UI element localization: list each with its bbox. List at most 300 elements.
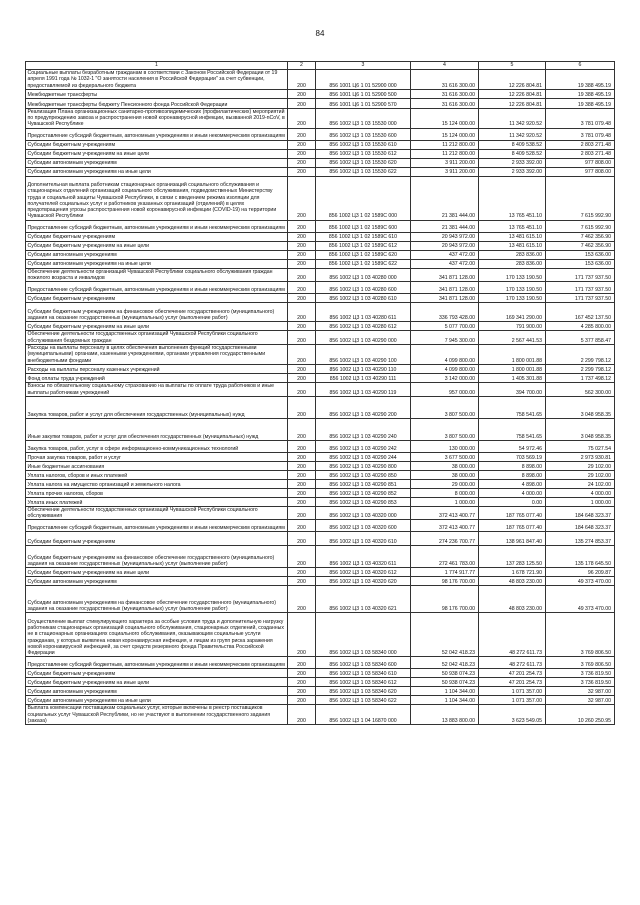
- row-name: Уплата налогов, сборов и иных платежей: [26, 470, 288, 479]
- row-code: 200: [288, 140, 316, 149]
- row-approved: 341 871 128.00: [411, 268, 479, 282]
- table-row: [26, 470, 615, 479]
- row-kbk: 856 1002 Ц3 1 02 1589C 000: [316, 176, 411, 220]
- row-code: 200: [288, 613, 316, 657]
- row-executed: 8 898.00: [479, 461, 546, 470]
- row-name: Предоставление субсидий бюджетным, автономным учреждениям и иным некоммерческим организациям: [26, 520, 288, 532]
- row-remainder: 49 373 470.00: [546, 586, 615, 613]
- row-name: Расходы на выплаты персоналу в целях обеспечения выполнения функций государственными (муниципальными) органами, казенными учреждениями, органами управления государственными внебюджетными фондами: [26, 344, 288, 364]
- row-executed: 13 765 451.10: [479, 176, 546, 220]
- row-approved: 31 616 300.00: [411, 98, 479, 108]
- row-executed: 2 567 441.53: [479, 331, 546, 345]
- row-code: 200: [288, 149, 316, 158]
- row-remainder: 167 452 137.50: [546, 303, 615, 322]
- row-approved: 50 938 074.23: [411, 678, 479, 687]
- row-name: Уплата налога на имущество организаций и земельного налога: [26, 479, 288, 488]
- row-kbk: 856 1002 Ц3 1 03 40280 600: [316, 282, 411, 294]
- page-number: 84: [315, 29, 325, 38]
- row-name: Субсидии бюджетным учреждениям на иные цели: [26, 322, 288, 331]
- row-kbk: 856 1002 Ц3 1 03 40290 111: [316, 373, 411, 382]
- budget-table: [25, 61, 615, 725]
- row-code: 200: [288, 705, 316, 725]
- row-name: Дополнительная выплата работникам стационарных организаций социального обслуживания и стационарных отделений организаций социального обслуживания, подведомственных Министерству труда и социальной защиты Чувашской Республики, в связи с введением режима изоляции для получателей социальных услуг и работников указанных организаций (отделений) в целях предотвращения угрозы распространения новой коронавирусной инфекции (COVID-19) на территории Чувашской Республики: [26, 176, 288, 220]
- row-name: Субсидии бюджетным учреждениям на иные цели: [26, 149, 288, 158]
- row-name: Субсидии бюджетным учреждениям: [26, 532, 288, 546]
- table-row: [26, 373, 615, 382]
- row-executed: 3 623 549.05: [479, 705, 546, 725]
- row-executed: 1 678 721.90: [479, 568, 546, 577]
- row-kbk: 856 1002 Ц3 1 03 15530 622: [316, 167, 411, 176]
- row-code: 200: [288, 241, 316, 250]
- table-row: [26, 696, 615, 705]
- row-remainder: 19 388 495.19: [546, 70, 615, 90]
- row-name: Расходы на выплаты персоналу казенных учреждений: [26, 364, 288, 373]
- row-remainder: 3 769 806.50: [546, 613, 615, 657]
- row-code: 200: [288, 696, 316, 705]
- row-approved: 130 000.00: [411, 440, 479, 452]
- row-approved: 13 883 800.00: [411, 705, 479, 725]
- table-row: [26, 613, 615, 657]
- row-kbk: 856 1002 Ц3 1 03 40290 853: [316, 497, 411, 506]
- row-name: Субсидии бюджетным учреждениям на иные цели: [26, 568, 288, 577]
- table-row: [26, 568, 615, 577]
- row-kbk: 856 1002 Ц3 1 03 58340 000: [316, 613, 411, 657]
- row-remainder: 171 737 937.50: [546, 268, 615, 282]
- row-executed: 47 201 254.73: [479, 678, 546, 687]
- row-name: Иные закупки товаров, работ и услуг для обеспечения государственных (муниципальных) нужд: [26, 418, 288, 440]
- row-approved: 1 104 344.00: [411, 687, 479, 696]
- row-remainder: 153 636.00: [546, 259, 615, 268]
- row-executed: 170 133 190.50: [479, 268, 546, 282]
- row-approved: 3 911 200.00: [411, 158, 479, 167]
- row-remainder: 4 285 800.00: [546, 322, 615, 331]
- row-code: 200: [288, 546, 316, 568]
- row-remainder: 3 048 958.35: [546, 418, 615, 440]
- table-row: [26, 149, 615, 158]
- row-code: 200: [288, 461, 316, 470]
- row-code: 200: [288, 108, 316, 128]
- row-kbk: 856 1002 Ц3 1 03 40290 240: [316, 418, 411, 440]
- row-code: 200: [288, 669, 316, 678]
- row-name: Субсидии бюджетным учреждениям: [26, 140, 288, 149]
- row-kbk: 856 1002 Ц3 1 03 40290 242: [316, 440, 411, 452]
- table-row: [26, 89, 615, 98]
- row-kbk: 856 1002 Ц3 1 03 40280 612: [316, 322, 411, 331]
- row-code: 200: [288, 167, 316, 176]
- row-remainder: 7 462 356.90: [546, 241, 615, 250]
- row-executed: 170 133 190.50: [479, 282, 546, 294]
- table-row: [26, 520, 615, 532]
- row-code: 200: [288, 452, 316, 461]
- row-code: 200: [288, 382, 316, 396]
- table-row: [26, 282, 615, 294]
- row-executed: 12 226 804.81: [479, 98, 546, 108]
- row-name: Субсидии бюджетным учреждениям на иные цели: [26, 241, 288, 250]
- row-executed: 1 405 301.88: [479, 373, 546, 382]
- row-remainder: 19 388 495.19: [546, 98, 615, 108]
- row-remainder: 4 000.00: [546, 488, 615, 497]
- row-executed: 12 226 804.81: [479, 89, 546, 98]
- table-row: [26, 259, 615, 268]
- row-kbk: 856 1002 Ц3 1 03 40290 850: [316, 470, 411, 479]
- row-remainder: 2 803 271.48: [546, 140, 615, 149]
- table-row: [26, 396, 615, 418]
- row-kbk: 856 1002 Ц3 1 03 40320 611: [316, 546, 411, 568]
- header-cell: 3: [316, 62, 411, 70]
- row-remainder: 29 102.00: [546, 470, 615, 479]
- row-kbk: 856 1002 Ц3 1 03 40290 200: [316, 396, 411, 418]
- row-name: Субсидии автономным учреждениям: [26, 687, 288, 696]
- row-name: Межбюджетные трансферты бюджету Пенсионного фонда Российской Федерации: [26, 98, 288, 108]
- table-row: [26, 586, 615, 613]
- row-name: Субсидии бюджетным учреждениям: [26, 294, 288, 303]
- row-name: Фонд оплаты труда учреждений: [26, 373, 288, 382]
- row-approved: 3 911 200.00: [411, 167, 479, 176]
- row-approved: 31 616 300.00: [411, 89, 479, 98]
- row-remainder: 10 260 250.95: [546, 705, 615, 725]
- row-name: Межбюджетные трансферты: [26, 89, 288, 98]
- table-row: [26, 331, 615, 345]
- row-code: 200: [288, 331, 316, 345]
- table-row: [26, 461, 615, 470]
- row-executed: 138 961 847.40: [479, 532, 546, 546]
- row-kbk: 856 1002 Ц3 1 03 40320 620: [316, 577, 411, 586]
- row-name: Взносы по обязательному социальному страхованию на выплаты по оплате труда работников и иные выплаты работникам учреждений: [26, 382, 288, 396]
- row-name: Выплата компенсации поставщикам социальных услуг, которые включены в реестр поставщиков социальных услуг Чувашской Республики, но не участвуют в выполнении государственного задания (заказа): [26, 705, 288, 725]
- table-row: [26, 268, 615, 282]
- row-remainder: 5 377 858.47: [546, 331, 615, 345]
- row-name: Уплата прочих налогов, сборов: [26, 488, 288, 497]
- row-name: Предоставление субсидий бюджетным, автономным учреждениям и иным некоммерческим организациям: [26, 220, 288, 232]
- row-remainder: 3 781 079.48: [546, 128, 615, 140]
- table-row: [26, 440, 615, 452]
- table-row: [26, 322, 615, 331]
- row-code: 200: [288, 128, 316, 140]
- row-approved: 1 774 917.77: [411, 568, 479, 577]
- row-name: Субсидии автономным учреждениям: [26, 158, 288, 167]
- row-executed: 48 803 230.00: [479, 577, 546, 586]
- row-remainder: 562 300.00: [546, 382, 615, 396]
- row-kbk: 856 1001 Ц6 1 01 52900 570: [316, 98, 411, 108]
- row-approved: 52 042 418.23: [411, 613, 479, 657]
- row-approved: 341 871 128.00: [411, 282, 479, 294]
- row-executed: 47 201 254.73: [479, 669, 546, 678]
- row-remainder: 977 808.00: [546, 158, 615, 167]
- row-kbk: 856 1002 Ц3 1 02 1589C 610: [316, 232, 411, 241]
- row-remainder: 2 299 798.12: [546, 364, 615, 373]
- row-approved: 52 042 418.23: [411, 657, 479, 669]
- row-name: Субсидии автономным учреждениям: [26, 577, 288, 586]
- table-row: [26, 506, 615, 520]
- row-code: 200: [288, 176, 316, 220]
- table-row: [26, 232, 615, 241]
- table-row: [26, 98, 615, 108]
- row-code: 200: [288, 344, 316, 364]
- row-kbk: 856 1002 Ц3 1 03 15530 600: [316, 128, 411, 140]
- row-approved: 29 000.00: [411, 479, 479, 488]
- row-code: 200: [288, 470, 316, 479]
- row-code: 200: [288, 657, 316, 669]
- row-executed: 1 071 357.00: [479, 687, 546, 696]
- row-code: 200: [288, 322, 316, 331]
- row-code: 200: [288, 568, 316, 577]
- row-remainder: 1 737 498.12: [546, 373, 615, 382]
- row-remainder: 153 636.00: [546, 250, 615, 259]
- row-code: 200: [288, 98, 316, 108]
- row-executed: 187 765 077.40: [479, 506, 546, 520]
- row-remainder: 135 178 645.50: [546, 546, 615, 568]
- row-kbk: 856 1002 Ц3 1 02 1589C 612: [316, 241, 411, 250]
- row-name: Обеспечение деятельности государственных организаций Чувашской Республики социального обслуживания бездомных граждан: [26, 331, 288, 345]
- row-remainder: 171 737 937.50: [546, 282, 615, 294]
- table-row: [26, 158, 615, 167]
- table-row: [26, 452, 615, 461]
- row-kbk: 856 1001 Ц6 1 01 52900 000: [316, 70, 411, 90]
- row-remainder: 32 987.00: [546, 687, 615, 696]
- row-kbk: 856 1002 Ц3 1 03 58340 610: [316, 669, 411, 678]
- row-approved: 3 142 000.00: [411, 373, 479, 382]
- header-cell: 5: [479, 62, 546, 70]
- row-code: 200: [288, 488, 316, 497]
- row-name: Осуществление выплат стимулирующего характера за особые условия труда и дополнительную нагрузку работникам стационарных организаций социального обслуживания, стационарных отделений, созданных не в стационарных организациях социального обслуживания, оказывающим социальные услуги гражданам, у которых выявлена новая коронавирусная инфекция, и лицам из групп риска заражения новой коронавирусной инфекцией, за счет средств резервного фонда Правительства Российской Федерации: [26, 613, 288, 657]
- row-approved: 38 000.00: [411, 461, 479, 470]
- row-approved: 437 472.00: [411, 259, 479, 268]
- row-executed: 703 569.19: [479, 452, 546, 461]
- row-executed: 1 071 357.00: [479, 696, 546, 705]
- row-kbk: 856 1002 Ц3 1 03 58340 612: [316, 678, 411, 687]
- row-code: 200: [288, 396, 316, 418]
- row-name: Предоставление субсидий бюджетным, автономным учреждениям и иным некоммерческим организациям: [26, 128, 288, 140]
- row-code: 200: [288, 282, 316, 294]
- table-row: [26, 546, 615, 568]
- row-executed: 8 409 528.52: [479, 149, 546, 158]
- row-approved: 11 212 800.00: [411, 149, 479, 158]
- row-executed: 11 342 920.52: [479, 108, 546, 128]
- row-kbk: 856 1002 Ц3 1 03 40290 119: [316, 382, 411, 396]
- row-approved: 341 871 128.00: [411, 294, 479, 303]
- row-approved: 50 938 074.23: [411, 669, 479, 678]
- row-kbk: 856 1002 Ц3 1 03 40280 611: [316, 303, 411, 322]
- row-remainder: 1 000.00: [546, 497, 615, 506]
- row-remainder: 7 462 356.90: [546, 232, 615, 241]
- row-remainder: 2 803 271.48: [546, 149, 615, 158]
- row-name: Субсидии автономным учреждениям на финансовое обеспечение государственного (муниципального) задания на оказание государственных (муниципальных) услуг (выполнение работ): [26, 586, 288, 613]
- table-row: [26, 678, 615, 687]
- row-executed: 137 283 125.50: [479, 546, 546, 568]
- row-executed: 48 272 611.73: [479, 613, 546, 657]
- table-row: [26, 418, 615, 440]
- header-cell: 2: [288, 62, 316, 70]
- row-code: 200: [288, 479, 316, 488]
- row-approved: 21 381 444.00: [411, 220, 479, 232]
- row-name: Обеспечение деятельности организаций Чувашской Республики социального обслуживания граждан пожилого возраста и инвалидов: [26, 268, 288, 282]
- row-name: Субсидии бюджетным учреждениям на иные цели: [26, 678, 288, 687]
- row-name: Субсидии автономным учреждениям на иные цели: [26, 696, 288, 705]
- row-remainder: 3 736 819.50: [546, 678, 615, 687]
- row-name: Прочая закупка товаров, работ и услуг: [26, 452, 288, 461]
- table-row: [26, 577, 615, 586]
- row-code: 200: [288, 268, 316, 282]
- row-remainder: 29 102.00: [546, 461, 615, 470]
- row-code: 200: [288, 259, 316, 268]
- row-name: Закупка товаров, работ и услуг для обеспечения государственных (муниципальных) нужд: [26, 396, 288, 418]
- row-approved: 3 807 500.00: [411, 396, 479, 418]
- row-remainder: 96 209.87: [546, 568, 615, 577]
- row-remainder: 3 769 806.50: [546, 657, 615, 669]
- row-kbk: 856 1002 Ц3 1 02 1589C 600: [316, 220, 411, 232]
- row-kbk: 856 1002 Ц3 1 03 40290 000: [316, 331, 411, 345]
- row-name: Уплата иных платежей: [26, 497, 288, 506]
- row-code: 200: [288, 232, 316, 241]
- row-executed: 1 800 001.88: [479, 364, 546, 373]
- row-kbk: 856 1002 Ц3 1 03 40320 610: [316, 532, 411, 546]
- table-row: [26, 705, 615, 725]
- row-code: 200: [288, 577, 316, 586]
- table-row: [26, 241, 615, 250]
- table-row: [26, 294, 615, 303]
- row-kbk: 856 1002 Ц3 1 03 40280 610: [316, 294, 411, 303]
- row-code: 200: [288, 678, 316, 687]
- row-executed: 12 226 804.81: [479, 70, 546, 90]
- row-approved: 98 176 700.00: [411, 586, 479, 613]
- row-executed: 13 765 451.10: [479, 220, 546, 232]
- row-approved: 7 945 300.00: [411, 331, 479, 345]
- row-kbk: 856 1002 Ц3 1 03 40290 852: [316, 488, 411, 497]
- row-approved: 1 000.00: [411, 497, 479, 506]
- table-row: [26, 497, 615, 506]
- row-executed: 4 000.00: [479, 488, 546, 497]
- table-row: [26, 220, 615, 232]
- row-code: 200: [288, 520, 316, 532]
- row-kbk: 856 1002 Ц3 1 03 40320 000: [316, 506, 411, 520]
- row-name: Закупка товаров, работ, услуг в сфере информационно-коммуникационных технологий: [26, 440, 288, 452]
- table-row: [26, 128, 615, 140]
- row-remainder: 49 373 470.00: [546, 577, 615, 586]
- row-kbk: 856 1002 Ц3 1 03 58340 600: [316, 657, 411, 669]
- row-kbk: 856 1002 Ц3 1 03 15530 612: [316, 149, 411, 158]
- row-executed: 758 541.65: [479, 396, 546, 418]
- row-executed: 283 836.00: [479, 250, 546, 259]
- row-code: 200: [288, 250, 316, 259]
- row-name: Реализация Плана организационных санитарно-противоэпидемических (профилактических) мероприятий по предупреждению завоза и распространения новой коронавирусной инфекции, вызванной 2019-nCoV, в Чувашской Республике: [26, 108, 288, 128]
- row-approved: 38 000.00: [411, 470, 479, 479]
- row-approved: 4 099 800.00: [411, 344, 479, 364]
- row-kbk: 856 1002 Ц3 1 03 58340 620: [316, 687, 411, 696]
- row-remainder: 24 102.00: [546, 479, 615, 488]
- row-approved: 372 413 400.77: [411, 520, 479, 532]
- row-code: 200: [288, 158, 316, 167]
- row-executed: 283 836.00: [479, 259, 546, 268]
- row-executed: 48 272 611.73: [479, 657, 546, 669]
- row-approved: 15 124 000.00: [411, 108, 479, 128]
- row-executed: 11 342 920.52: [479, 128, 546, 140]
- row-remainder: 184 648 323.37: [546, 520, 615, 532]
- row-code: 200: [288, 220, 316, 232]
- row-code: 200: [288, 418, 316, 440]
- row-executed: 169 341 290.00: [479, 303, 546, 322]
- row-approved: 15 124 000.00: [411, 128, 479, 140]
- row-name: Субсидии автономным учреждениям на иные цели: [26, 167, 288, 176]
- row-approved: 274 236 700.77: [411, 532, 479, 546]
- row-executed: 8 898.00: [479, 470, 546, 479]
- row-code: 200: [288, 586, 316, 613]
- row-kbk: 856 1002 Ц3 1 03 15530 620: [316, 158, 411, 167]
- table-body: [26, 70, 615, 725]
- row-executed: 8 409 538.52: [479, 140, 546, 149]
- row-kbk: 856 1002 Ц3 1 03 40290 851: [316, 479, 411, 488]
- row-kbk: 856 1002 Ц3 1 03 58340 622: [316, 696, 411, 705]
- row-remainder: 3 736 819.50: [546, 669, 615, 678]
- row-name: Субсидии бюджетным учреждениям на финансовое обеспечение государственного (муниципального) задания на оказание государственных (муниципальных) услуг (выполнение работ): [26, 303, 288, 322]
- header-cell: 1: [26, 62, 288, 70]
- row-kbk: 856 1001 Ц6 1 01 52900 500: [316, 89, 411, 98]
- row-executed: 54 972.46: [479, 440, 546, 452]
- table-header-row: [26, 62, 615, 70]
- row-code: 200: [288, 506, 316, 520]
- row-approved: 98 176 700.00: [411, 577, 479, 586]
- row-executed: 13 481 615.10: [479, 232, 546, 241]
- header-cell: 6: [546, 62, 615, 70]
- row-kbk: 856 1002 Ц3 1 02 1589C 622: [316, 259, 411, 268]
- table-row: [26, 167, 615, 176]
- row-code: 200: [288, 303, 316, 322]
- row-approved: 11 212 800.00: [411, 140, 479, 149]
- row-remainder: 2 299 798.12: [546, 344, 615, 364]
- row-approved: 957 000.00: [411, 382, 479, 396]
- row-executed: 13 481 615.10: [479, 241, 546, 250]
- row-remainder: 171 737 937.50: [546, 294, 615, 303]
- table-row: [26, 382, 615, 396]
- row-name: Обеспечение деятельности государственных организаций Чувашской Республики социального обслуживания: [26, 506, 288, 520]
- table-row: [26, 532, 615, 546]
- table-row: [26, 176, 615, 220]
- table-row: [26, 303, 615, 322]
- table-row: [26, 364, 615, 373]
- row-kbk: 856 1002 Ц3 1 03 40280 000: [316, 268, 411, 282]
- row-remainder: 3 781 079.48: [546, 108, 615, 128]
- row-approved: 31 616 300.00: [411, 70, 479, 90]
- row-executed: 187 765 077.40: [479, 520, 546, 532]
- table-row: [26, 108, 615, 128]
- row-approved: 21 381 444.00: [411, 176, 479, 220]
- row-approved: 4 099 800.00: [411, 364, 479, 373]
- row-approved: 20 943 972.00: [411, 232, 479, 241]
- row-executed: 758 541.65: [479, 418, 546, 440]
- row-name: Предоставление субсидий бюджетным, автономным учреждениям и иным некоммерческим организациям: [26, 657, 288, 669]
- row-remainder: 75 027.54: [546, 440, 615, 452]
- row-approved: 3 677 500.00: [411, 452, 479, 461]
- row-code: 200: [288, 497, 316, 506]
- row-approved: 3 807 500.00: [411, 418, 479, 440]
- row-name: Субсидии бюджетным учреждениям: [26, 669, 288, 678]
- row-code: 200: [288, 373, 316, 382]
- row-kbk: 856 1002 Ц3 1 03 40320 600: [316, 520, 411, 532]
- table-row: [26, 657, 615, 669]
- row-kbk: 856 1002 Ц3 1 03 40320 612: [316, 568, 411, 577]
- row-executed: 2 933 392.00: [479, 167, 546, 176]
- row-approved: 437 472.00: [411, 250, 479, 259]
- row-remainder: 19 388 495.19: [546, 89, 615, 98]
- row-approved: 272 461 783.00: [411, 546, 479, 568]
- row-approved: 372 413 400.77: [411, 506, 479, 520]
- row-code: 200: [288, 364, 316, 373]
- row-code: 200: [288, 532, 316, 546]
- row-remainder: 7 615 992.90: [546, 220, 615, 232]
- row-remainder: 135 274 853.37: [546, 532, 615, 546]
- row-approved: 336 793 428.00: [411, 303, 479, 322]
- row-kbk: 856 1002 Ц3 1 03 15530 610: [316, 140, 411, 149]
- row-name: Предоставление субсидий бюджетным, автономным учреждениям и иным некоммерческим организациям: [26, 282, 288, 294]
